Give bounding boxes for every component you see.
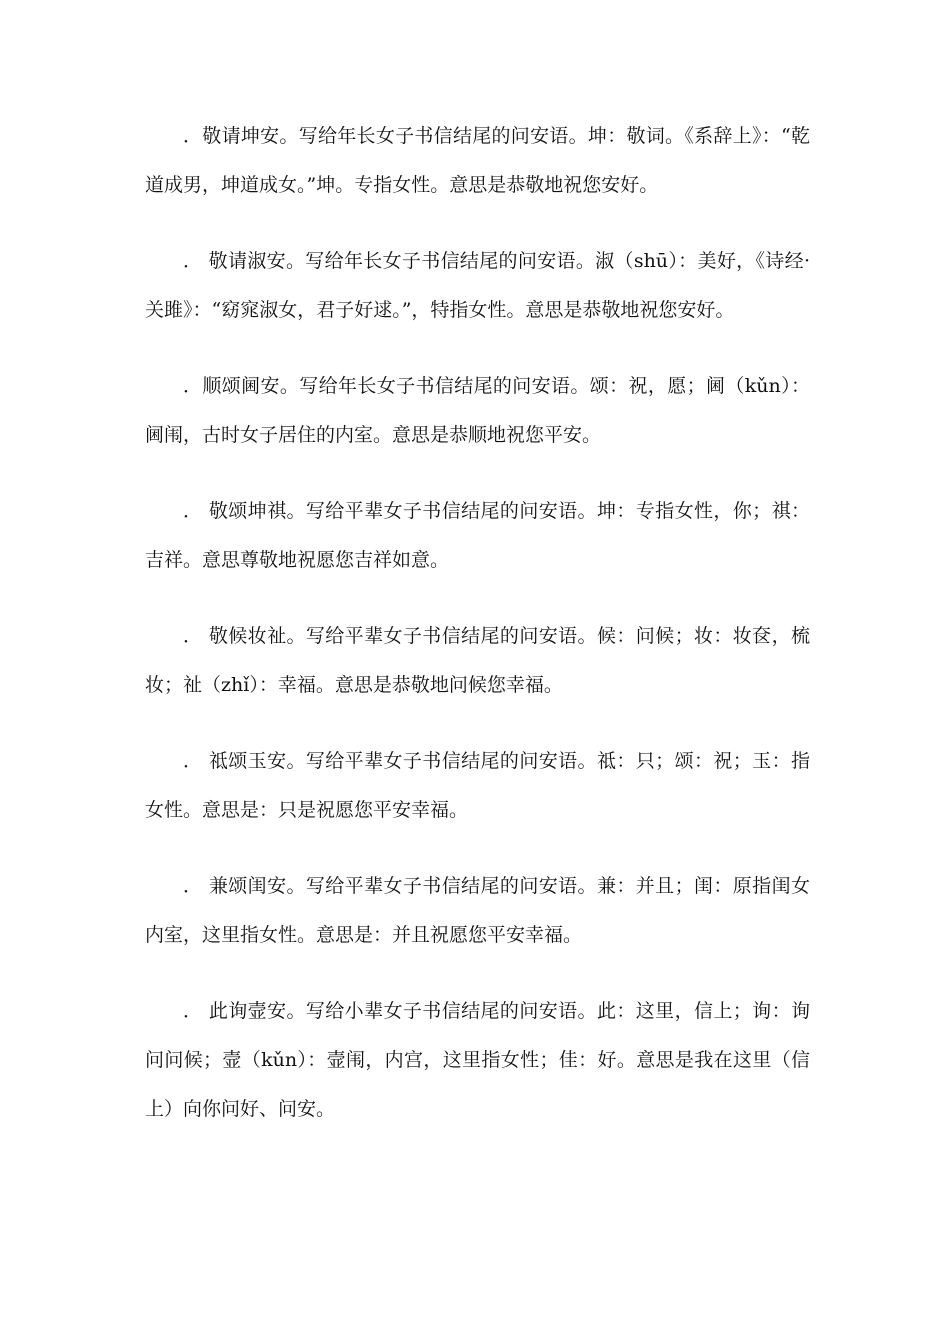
paragraph-jinghou-zhuangzhi: ． 敬候妆祉。写给平辈女子书信结尾的问安语。候：问候；妆：妆奁，梳妆；祉（zhǐ）：幸福。意思是恭敬地问候您幸福。 [145,625,810,696]
paragraph-jingqing-shuan: ． 敬请淑安。写给年长女子书信结尾的问安语。淑（shū）：美好，《诗经·关雎》：“窈窕淑女，君子好逑。”，特指女性。意思是恭敬地祝您安好。 [145,250,810,321]
document-body [145,112,810,1161]
paragraph-cixun-kunan: ． 此询壸安。写给小辈女子书信结尾的问安语。此：这里，信上；询：询问问候；壸（kǔn）：壸闱，内宫，这里指女性；佳：好。意思是我在这里（信上）向你问好、问安。 [145,1000,810,1120]
paragraph-jingsong-kunqi: ． 敬颂坤祺。写给平辈女子书信结尾的问安语。坤：专指女性，你；祺：吉祥。意思尊敬地祝愿您吉祥如意。 [145,500,810,571]
paragraph-jiansong-guian: ． 兼颂闺安。写给平辈女子书信结尾的问安语。兼：并且；闺：原指闺女内室，这里指女性。意思是：并且祝愿您平安幸福。 [145,875,810,946]
paragraph-shunsong-kunan: ．顺颂阃安。写给年长女子书信结尾的问安语。颂：祝，愿；阃（kǔn）：阃闱，古时女子居住的内室。意思是恭顺地祝您平安。 [145,375,810,446]
paragraph-jingqing-kunan: ．敬请坤安。写给年长女子书信结尾的问安语。坤：敬词。《系辞上》：“乾道成男，坤道成女。”坤。专指女性。意思是恭敬地祝您安好。 [145,125,810,196]
paragraph-zhisong-yuan: ． 祗颂玉安。写给平辈女子书信结尾的问安语。祗：只；颂：祝；玉：指女性。意思是：只是祝愿您平安幸福。 [145,750,810,821]
